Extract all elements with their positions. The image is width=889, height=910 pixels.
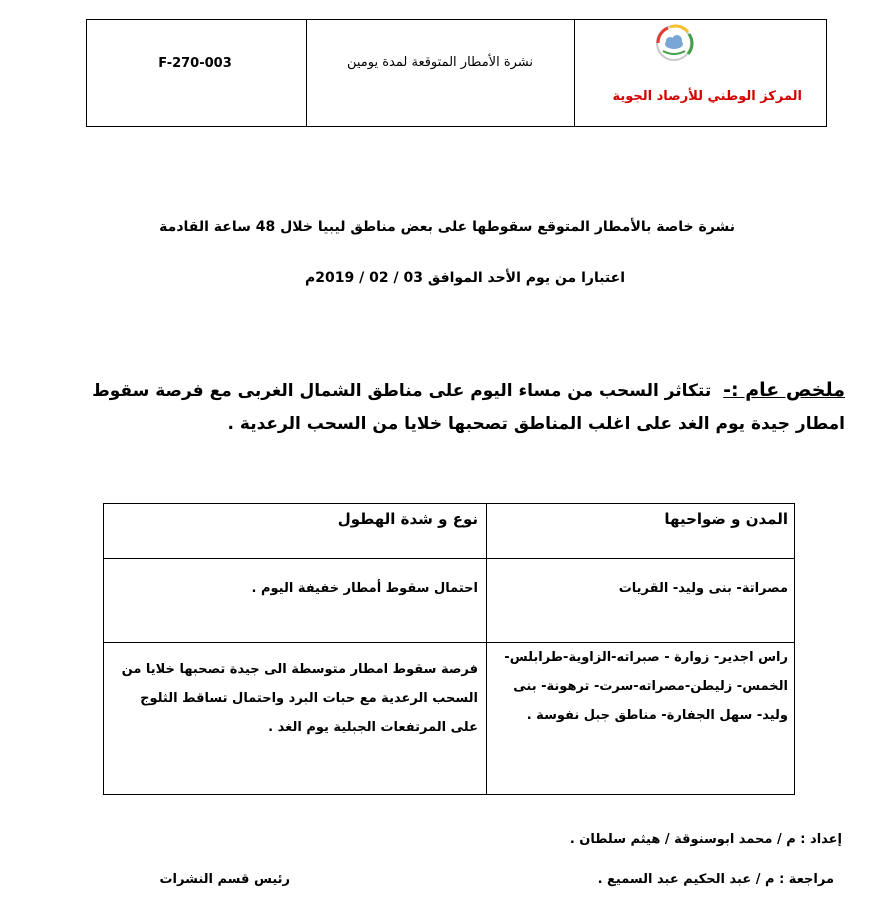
table-cell-precipitation-type: فرصة سقوط امطار متوسطة الى جيدة تصحبها خلايا من السحب الرعدية مع حبات البرد واحتمال تساقط الثلوج على المرتفعات الجبلية يوم الغد . xyxy=(121,662,478,735)
column-header-precipitation-type: نوع و شدة الهطول xyxy=(337,510,478,528)
header-table xyxy=(86,19,827,127)
table-cell-precipitation-type: احتمال سقوط أمطار خفيفة اليوم . xyxy=(251,581,478,596)
summary-text: تتكاثر السحب من مساء اليوم على مناطق الشمال الغربى مع فرصة سقوط امطار جيدة يوم الغد على اغلب المناطق تصحبها خلايا من السحب الرعدية . xyxy=(92,381,845,434)
reviewed-by: مراجعة : م / عبد الحكيم عبد السميع . xyxy=(597,872,834,887)
met-center-logo-icon xyxy=(648,23,700,67)
page-title: نشرة خاصة بالأمطار المتوقع سقوطها على بعض مناطق ليبيا خلال 48 ساعة القادمة xyxy=(159,219,735,235)
header-divider xyxy=(306,20,307,126)
prepared-by: إعداد : م / محمد ابوسنوقة / هيثم سلطان . xyxy=(569,832,842,847)
organization-name: المركز الوطني للأرصاد الجوية xyxy=(612,89,802,104)
bulletins-chief: رئيس قسم النشرات xyxy=(159,872,290,887)
summary-label: ملخص عام :- xyxy=(723,379,845,401)
header-divider xyxy=(574,20,575,126)
table-cell-cities: راس اجدير- زوارة - صبراته-الزاوية-طرابلس-الخمس- زليطن-مصراته-سرت- ترهونة- بنى وليد- سهل الجفارة- مناطق جبل نفوسة . xyxy=(504,650,788,723)
column-header-cities: المدن و ضواحيها xyxy=(664,510,788,528)
document-code: F-270-003 xyxy=(158,56,232,71)
column-divider xyxy=(486,504,487,794)
bulletin-name: نشرة الأمطار المتوقعة لمدة يومين xyxy=(346,55,534,70)
row-divider xyxy=(104,558,794,559)
date-line: اعتبارا من يوم الأحد الموافق 03 / 02 / 2019م xyxy=(305,270,625,286)
table-cell-cities: مصراتة- بنى وليد- القريات xyxy=(618,581,788,596)
general-summary xyxy=(80,374,845,441)
